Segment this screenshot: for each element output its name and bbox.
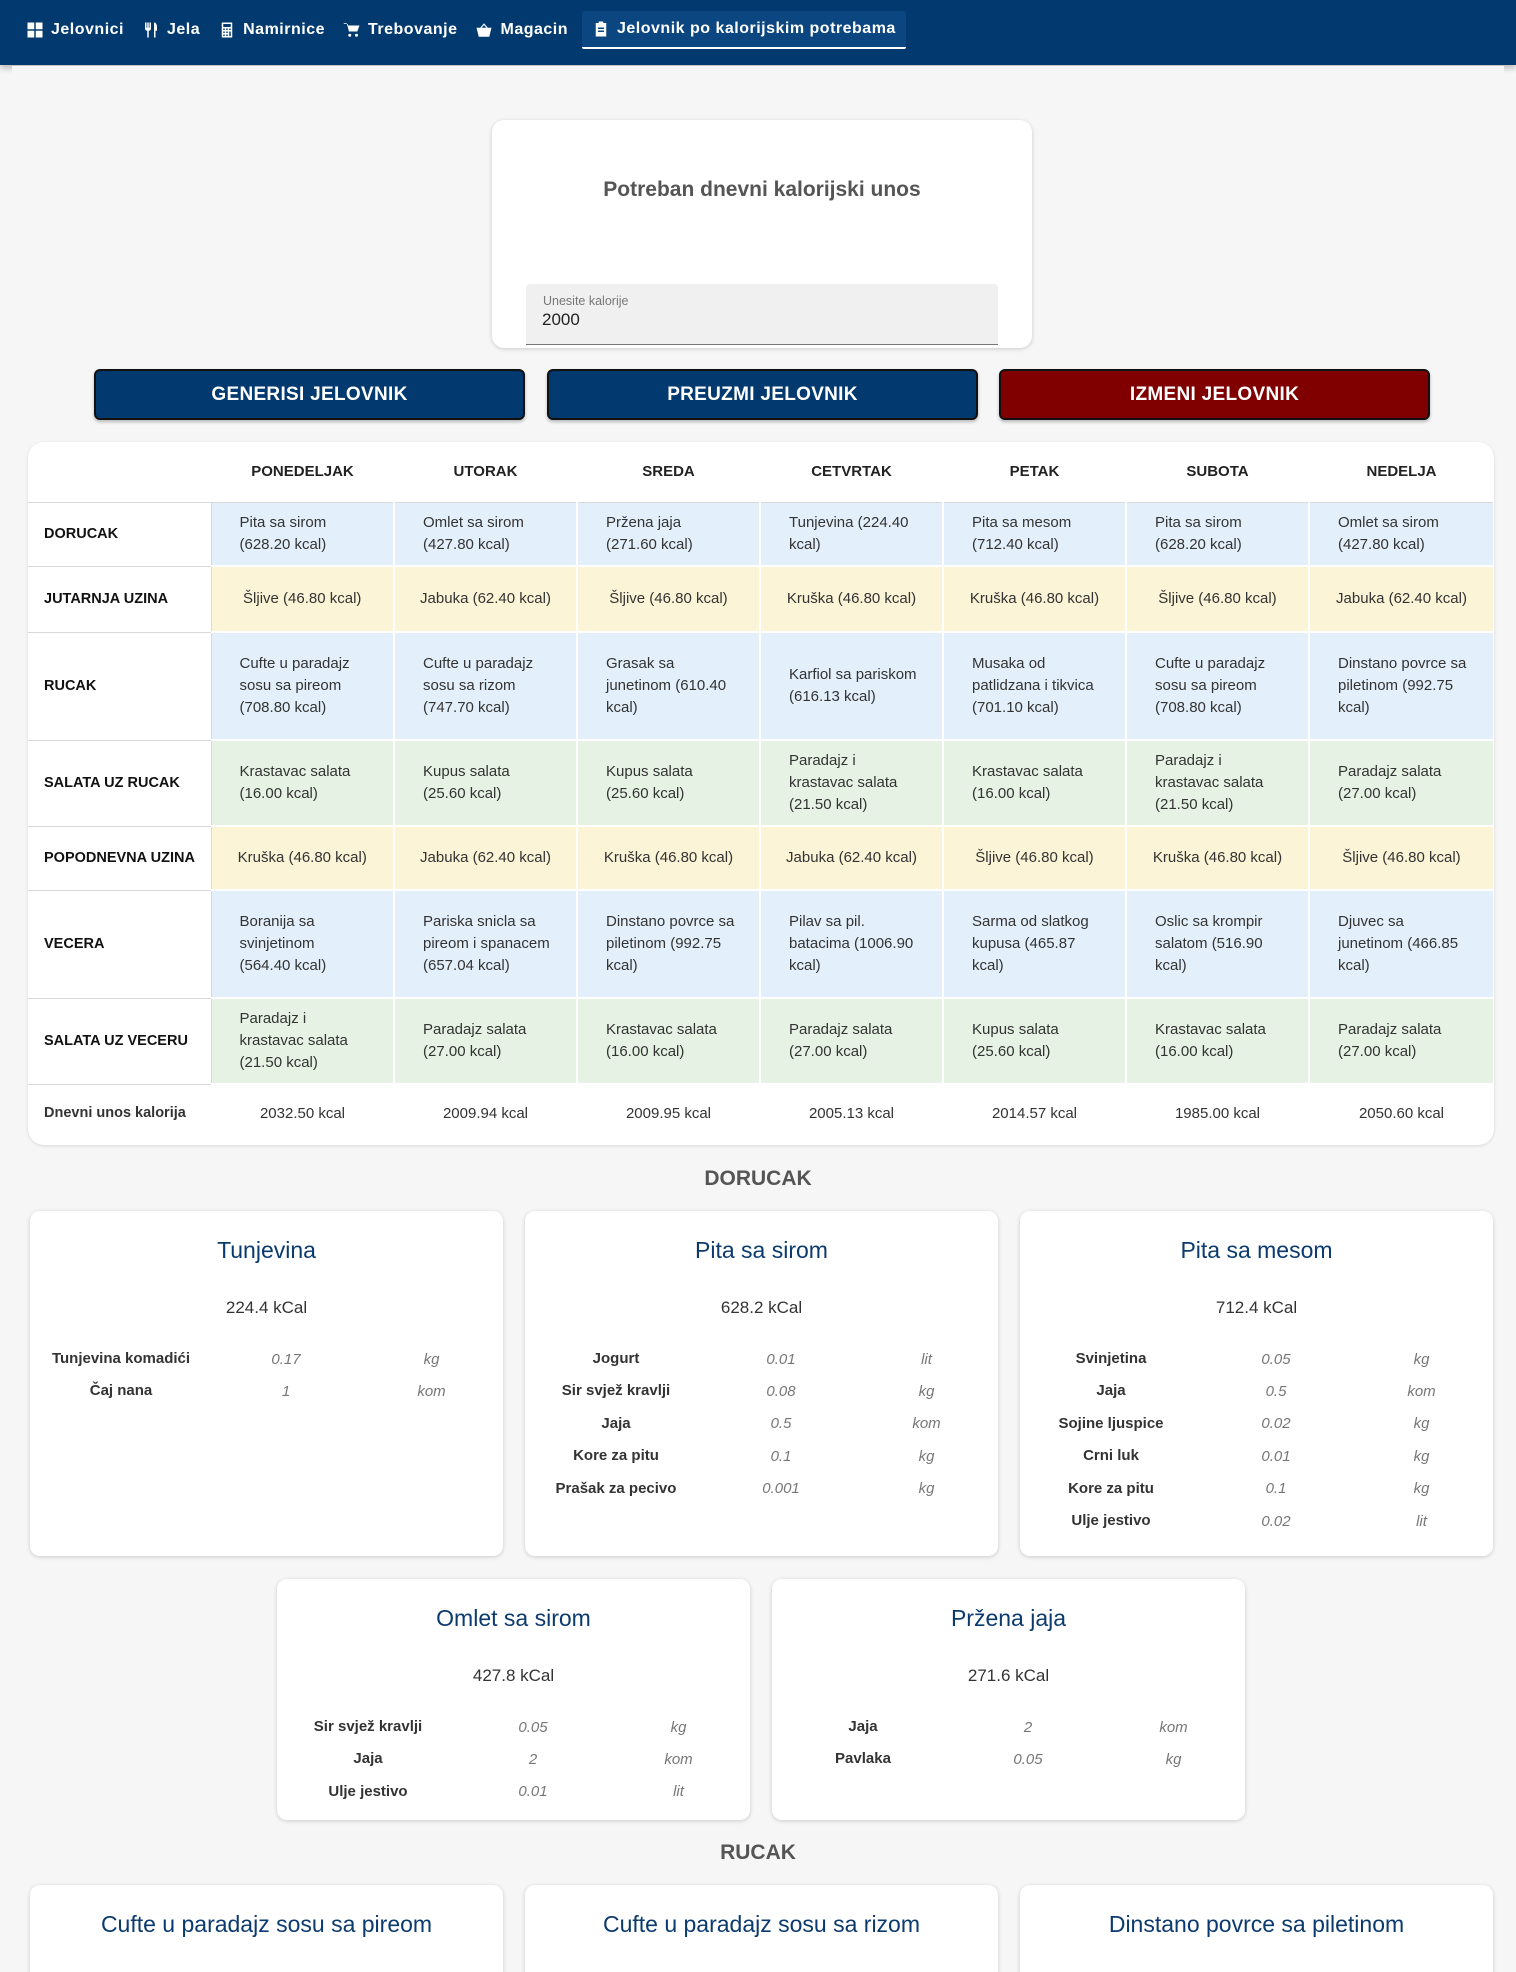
ingredient-qty: 0.1 bbox=[770, 1447, 792, 1465]
dish-name: Tunjevina bbox=[217, 1237, 316, 1263]
dish-kcal: 224.4 kCal bbox=[225, 1298, 308, 1317]
nav-label: Jela bbox=[166, 21, 201, 38]
ingredient-unit: kom bbox=[1407, 1382, 1436, 1400]
nav-label: Jelovnici bbox=[51, 21, 124, 38]
table-row bbox=[28, 826, 1494, 890]
ingredient-name: Ulje jestivo bbox=[328, 1782, 408, 1800]
ingredient-unit: kg bbox=[1413, 1415, 1430, 1433]
menu-cell[interactable]: Cufte u paradajz sosu sa pireom (708.80 kcal) bbox=[211, 632, 394, 740]
ingredient-unit: kg bbox=[423, 1350, 440, 1368]
nav-jela[interactable] bbox=[138, 11, 210, 49]
ingredient-row bbox=[525, 1343, 998, 1375]
menu-cell[interactable]: Paradajz salata (27.00 kcal) bbox=[394, 998, 577, 1084]
table-row bbox=[28, 740, 1494, 826]
ingredient-name: Kore za pitu bbox=[1068, 1479, 1154, 1497]
ingredient-name: Čaj nana bbox=[89, 1382, 153, 1400]
table-row bbox=[28, 632, 1494, 740]
ingredient-qty: 0.08 bbox=[766, 1382, 796, 1400]
ingredient-unit: kg bbox=[1165, 1750, 1182, 1768]
ingredient-qty: 0.02 bbox=[1261, 1512, 1291, 1530]
menu-cell[interactable]: Kruška (46.80 kcal) bbox=[577, 826, 760, 890]
nav-magacin[interactable] bbox=[471, 11, 578, 49]
ingredient-unit: kom bbox=[664, 1750, 693, 1768]
ingredient-unit: kg bbox=[918, 1480, 935, 1498]
menu-cell[interactable]: Šljive (46.80 kcal) bbox=[577, 566, 760, 632]
table-header-row bbox=[28, 442, 1494, 502]
menu-cell[interactable]: Krastavac salata (16.00 kcal) bbox=[211, 740, 394, 826]
generate-menu-button[interactable]: GENERISI JELOVNIK bbox=[94, 369, 525, 420]
dish-kcal: 628.2 kCal bbox=[720, 1298, 803, 1317]
ingredient-name: Crni luk bbox=[1083, 1447, 1139, 1465]
day-header: SUBOTA bbox=[1186, 463, 1249, 481]
grid-icon bbox=[26, 21, 44, 39]
menu-cell[interactable]: Pilav sa pil. batacima (1006.90 kcal) bbox=[760, 890, 943, 998]
ingredient-qty: 0.5 bbox=[1265, 1382, 1287, 1400]
ingredient-qty: 0.1 bbox=[1265, 1480, 1287, 1498]
ingredient-unit: kg bbox=[670, 1718, 687, 1736]
day-total: 2050.60 kcal bbox=[1309, 1084, 1494, 1142]
day-total: 2009.94 kcal bbox=[394, 1084, 577, 1142]
ingredient-qty: 2 bbox=[528, 1750, 538, 1768]
menu-cell[interactable]: Cufte u paradajz sosu sa pireom (708.80 kcal) bbox=[1126, 632, 1309, 740]
dish-kcal: 271.6 kCal bbox=[967, 1666, 1050, 1685]
calorie-card-title: Potreban dnevni kalorijski unos bbox=[603, 178, 921, 201]
day-total: 2014.57 kcal bbox=[943, 1084, 1126, 1142]
ingredient-unit: lit bbox=[1416, 1512, 1427, 1530]
nav-namirnice[interactable] bbox=[214, 11, 335, 49]
menu-cell[interactable]: Oslic sa krompir salatom (516.90 kcal) bbox=[1126, 890, 1309, 998]
menu-cell[interactable]: Cufte u paradajz sosu sa rizom (747.70 kcal) bbox=[394, 632, 577, 740]
table-row bbox=[28, 502, 1494, 566]
menu-cell[interactable]: Paradajz salata (27.00 kcal) bbox=[1309, 740, 1494, 826]
calorie-field-label: Unesite kalorije bbox=[543, 294, 629, 308]
ingredient-row bbox=[1020, 1440, 1493, 1472]
menu-cell[interactable]: Djuvec sa junetinom (466.85 kcal) bbox=[1309, 890, 1494, 998]
meal-row-label: DORUCAK bbox=[28, 502, 211, 566]
menu-cell[interactable]: Šljive (46.80 kcal) bbox=[1126, 566, 1309, 632]
menu-cell[interactable]: Šljive (46.80 kcal) bbox=[1309, 826, 1494, 890]
nav-trebovanje[interactable] bbox=[339, 11, 467, 49]
ingredient-unit: lit bbox=[921, 1350, 932, 1368]
ingredient-row bbox=[772, 1711, 1245, 1743]
ingredient-qty: 0.05 bbox=[518, 1718, 548, 1736]
top-nav bbox=[0, 0, 1516, 65]
header-corner bbox=[28, 442, 211, 502]
menu-cell[interactable]: Dinstano povrce sa piletinom (992.75 kcal) bbox=[577, 890, 760, 998]
dish-kcal: 427.8 kCal bbox=[472, 1666, 555, 1685]
menu-cell[interactable]: Grasak sa junetinom (610.40 kcal) bbox=[577, 632, 760, 740]
menu-cell[interactable]: Kupus salata (25.60 kcal) bbox=[577, 740, 760, 826]
dish-card bbox=[525, 1211, 998, 1556]
ingredient-name: Prašak za pecivo bbox=[555, 1479, 677, 1497]
meal-row-label: JUTARNJA UZINA bbox=[28, 566, 211, 632]
dish-kcal: 712.4 kCal bbox=[1215, 1298, 1298, 1317]
menu-cell[interactable]: Jabuka (62.40 kcal) bbox=[394, 566, 577, 632]
menu-cell[interactable]: Kruška (46.80 kcal) bbox=[760, 566, 943, 632]
ingredient-qty: 0.02 bbox=[1261, 1415, 1291, 1433]
menu-cell[interactable]: Pita sa sirom (628.20 kcal) bbox=[1126, 502, 1309, 566]
meal-row-label: RUCAK bbox=[28, 632, 211, 740]
menu-cell[interactable]: Krastavac salata (16.00 kcal) bbox=[1126, 998, 1309, 1084]
menu-cell[interactable]: Paradajz i krastavac salata (21.50 kcal) bbox=[760, 740, 943, 826]
day-total: 1985.00 kcal bbox=[1126, 1084, 1309, 1142]
menu-cell[interactable]: Krastavac salata (16.00 kcal) bbox=[943, 740, 1126, 826]
section-title-dorucak: DORUCAK bbox=[704, 1167, 812, 1190]
ingredient-row bbox=[277, 1743, 750, 1775]
day-total: 2009.95 kcal bbox=[577, 1084, 760, 1142]
meal-row-label: SALATA UZ VECERU bbox=[28, 998, 211, 1084]
main-content bbox=[12, 66, 1504, 1972]
ingredient-row bbox=[1020, 1473, 1493, 1505]
ingredient-name: Sir svjež kravlji bbox=[561, 1382, 671, 1400]
ingredient-qty: 0.05 bbox=[1013, 1750, 1043, 1768]
ingredient-row bbox=[1020, 1375, 1493, 1407]
menu-cell[interactable]: Pita sa mesom (712.40 kcal) bbox=[943, 502, 1126, 566]
basket-icon bbox=[475, 21, 493, 39]
nav-label: Jelovnik po kalorijskim potrebama bbox=[617, 20, 896, 37]
ingredient-unit: kg bbox=[1413, 1480, 1430, 1498]
calculator-icon bbox=[218, 21, 236, 39]
day-header: PONEDELJAK bbox=[251, 463, 354, 481]
ingredient-name: Sojine ljuspice bbox=[1058, 1414, 1164, 1432]
day-total: 2032.50 kcal bbox=[211, 1084, 394, 1142]
ingredient-qty: 0.5 bbox=[770, 1415, 792, 1433]
ingredient-qty: 0.17 bbox=[271, 1350, 301, 1368]
weekly-menu-table bbox=[28, 442, 1494, 1145]
ingredient-row bbox=[30, 1375, 503, 1407]
dish-card bbox=[30, 1211, 503, 1556]
ingredient-name: Jaja bbox=[353, 1750, 383, 1768]
menu-cell[interactable]: Sarma od slatkog kupusa (465.87 kcal) bbox=[943, 890, 1126, 998]
menu-cell[interactable]: Jabuka (62.40 kcal) bbox=[760, 826, 943, 890]
ingredient-row bbox=[277, 1711, 750, 1743]
dish-card bbox=[1020, 1885, 1493, 1972]
menu-cell[interactable]: Paradajz salata (27.00 kcal) bbox=[1309, 998, 1494, 1084]
nav-label: Magacin bbox=[500, 21, 568, 38]
total-row bbox=[28, 1084, 1494, 1142]
menu-cell[interactable]: Paradajz i krastavac salata (21.50 kcal) bbox=[211, 998, 394, 1084]
ingredient-unit: kg bbox=[1413, 1447, 1430, 1465]
ingredient-name: Jaja bbox=[848, 1718, 878, 1735]
ingredient-qty: 0.05 bbox=[1261, 1350, 1291, 1368]
ingredient-qty: 0.001 bbox=[762, 1480, 800, 1498]
ingredient-qty: 0.01 bbox=[518, 1783, 548, 1801]
ingredient-unit: kg bbox=[1413, 1350, 1430, 1368]
ingredient-row bbox=[1020, 1408, 1493, 1440]
ingredient-unit: kg bbox=[918, 1382, 935, 1400]
download-menu-button[interactable]: PREUZMI JELOVNIK bbox=[547, 369, 978, 420]
table-row bbox=[28, 998, 1494, 1084]
calorie-field[interactable] bbox=[526, 284, 998, 345]
ingredient-name: Tunjevina komadići bbox=[51, 1350, 191, 1367]
nav-jelovnici[interactable] bbox=[22, 11, 134, 49]
menu-cell[interactable]: Pita sa sirom (628.20 kcal) bbox=[211, 502, 394, 566]
nav-jelovnik-kalorije[interactable] bbox=[582, 11, 906, 49]
menu-cell[interactable]: Omlet sa sirom (427.80 kcal) bbox=[1309, 502, 1494, 566]
menu-cell[interactable]: Kruška (46.80 kcal) bbox=[1126, 826, 1309, 890]
menu-cell[interactable]: Šljive (46.80 kcal) bbox=[943, 826, 1126, 890]
dish-name: Dinstano povrce sa piletinom bbox=[1108, 1911, 1405, 1937]
menu-cell[interactable]: Kruška (46.80 kcal) bbox=[943, 566, 1126, 632]
dish-name: Cufte u paradajz sosu sa pireom bbox=[100, 1911, 433, 1937]
menu-cell[interactable]: Krastavac salata (16.00 kcal) bbox=[577, 998, 760, 1084]
dish-card bbox=[277, 1579, 750, 1820]
ingredient-row bbox=[277, 1776, 750, 1808]
menu-cell[interactable]: Musaka od patlidzana i tikvica (701.10 kcal) bbox=[943, 632, 1126, 740]
ingredient-qty: 0.01 bbox=[1261, 1447, 1291, 1465]
utensils-icon bbox=[142, 21, 160, 39]
menu-cell[interactable]: Boranija sa svinjetinom (564.40 kcal) bbox=[211, 890, 394, 998]
day-header: UTORAK bbox=[453, 463, 518, 481]
ingredient-name: Pavlaka bbox=[835, 1750, 891, 1768]
table-row bbox=[28, 566, 1494, 632]
ingredient-row bbox=[30, 1343, 503, 1375]
nav-label: Namirnice bbox=[243, 21, 325, 38]
ingredient-row bbox=[525, 1440, 998, 1472]
ingredient-name: Sir svjež kravlji bbox=[313, 1718, 423, 1735]
ingredient-unit: lit bbox=[673, 1783, 684, 1801]
meal-row-label: POPODNEVNA UZINA bbox=[28, 826, 211, 890]
dish-card bbox=[525, 1885, 998, 1972]
menu-cell[interactable]: Pariska snicla sa pireom i spanacem (657.04 kcal) bbox=[394, 890, 577, 998]
menu-cell[interactable]: Jabuka (62.40 kcal) bbox=[1309, 566, 1494, 632]
ingredient-row bbox=[1020, 1343, 1493, 1375]
ingredient-row bbox=[525, 1473, 998, 1505]
calorie-input[interactable] bbox=[542, 310, 962, 330]
ingredient-unit: kom bbox=[417, 1382, 446, 1400]
menu-cell[interactable]: Tunjevina (224.40 kcal) bbox=[760, 502, 943, 566]
menu-cell[interactable]: Kupus salata (25.60 kcal) bbox=[394, 740, 577, 826]
ingredient-qty: 0.01 bbox=[766, 1350, 796, 1368]
ingredient-unit: kom bbox=[912, 1415, 941, 1433]
menu-cell[interactable]: Kruška (46.80 kcal) bbox=[211, 826, 394, 890]
ingredient-qty: 1 bbox=[281, 1382, 291, 1400]
ingredient-name: Kore za pitu bbox=[573, 1447, 659, 1465]
day-header: PETAK bbox=[1009, 463, 1060, 481]
dish-name: Pita sa sirom bbox=[695, 1237, 828, 1263]
ingredient-row bbox=[1020, 1505, 1493, 1537]
dish-name: Pita sa mesom bbox=[1180, 1237, 1333, 1263]
menu-cell[interactable]: Jabuka (62.40 kcal) bbox=[394, 826, 577, 890]
ingredient-name: Ulje jestivo bbox=[1071, 1512, 1151, 1529]
meal-row-label: SALATA UZ RUCAK bbox=[28, 740, 211, 826]
dish-name: Pržena jaja bbox=[950, 1605, 1067, 1631]
dish-card bbox=[772, 1579, 1245, 1820]
ingredient-name: Jaja bbox=[601, 1414, 631, 1432]
menu-cell[interactable]: Pržena jaja (271.60 kcal) bbox=[577, 502, 760, 566]
dish-card bbox=[1020, 1211, 1493, 1556]
day-total: 2005.13 kcal bbox=[760, 1084, 943, 1142]
menu-cell[interactable]: Šljive (46.80 kcal) bbox=[211, 566, 394, 632]
menu-cell[interactable]: Paradajz salata (27.00 kcal) bbox=[760, 998, 943, 1084]
day-header: SREDA bbox=[642, 463, 695, 481]
section-title-rucak: RUCAK bbox=[720, 1841, 796, 1864]
ingredient-row bbox=[525, 1375, 998, 1407]
ingredient-name: Jogurt bbox=[592, 1350, 640, 1367]
menu-cell[interactable]: Karfiol sa pariskom (616.13 kcal) bbox=[760, 632, 943, 740]
meal-row-label: VECERA bbox=[28, 890, 211, 998]
total-label: Dnevni unos kalorija bbox=[28, 1084, 211, 1142]
dish-card bbox=[30, 1885, 503, 1972]
ingredient-qty: 2 bbox=[1023, 1718, 1033, 1736]
clipboard-icon bbox=[592, 20, 610, 38]
menu-cell[interactable]: Dinstano povrce sa piletinom (992.75 kcal) bbox=[1309, 632, 1494, 740]
ingredient-unit: kg bbox=[918, 1447, 935, 1465]
ingredient-row bbox=[772, 1743, 1245, 1775]
ingredient-name: Jaja bbox=[1096, 1382, 1126, 1400]
calorie-card bbox=[492, 120, 1032, 348]
day-header: NEDELJA bbox=[1366, 463, 1437, 481]
table-row bbox=[28, 890, 1494, 998]
ingredient-unit: kom bbox=[1159, 1718, 1188, 1736]
dish-name: Omlet sa sirom bbox=[436, 1605, 591, 1631]
day-header: CETVRTAK bbox=[811, 463, 892, 481]
dish-name: Cufte u paradajz sosu sa rizom bbox=[602, 1911, 921, 1937]
menu-cell[interactable]: Paradajz i krastavac salata (21.50 kcal) bbox=[1126, 740, 1309, 826]
ingredient-name: Svinjetina bbox=[1075, 1350, 1147, 1367]
cart-icon bbox=[343, 21, 361, 39]
menu-cell[interactable]: Omlet sa sirom (427.80 kcal) bbox=[394, 502, 577, 566]
menu-cell[interactable]: Kupus salata (25.60 kcal) bbox=[943, 998, 1126, 1084]
ingredient-row bbox=[525, 1408, 998, 1440]
nav-label: Trebovanje bbox=[368, 21, 458, 38]
edit-menu-button[interactable]: IZMENI JELOVNIK bbox=[999, 369, 1430, 420]
